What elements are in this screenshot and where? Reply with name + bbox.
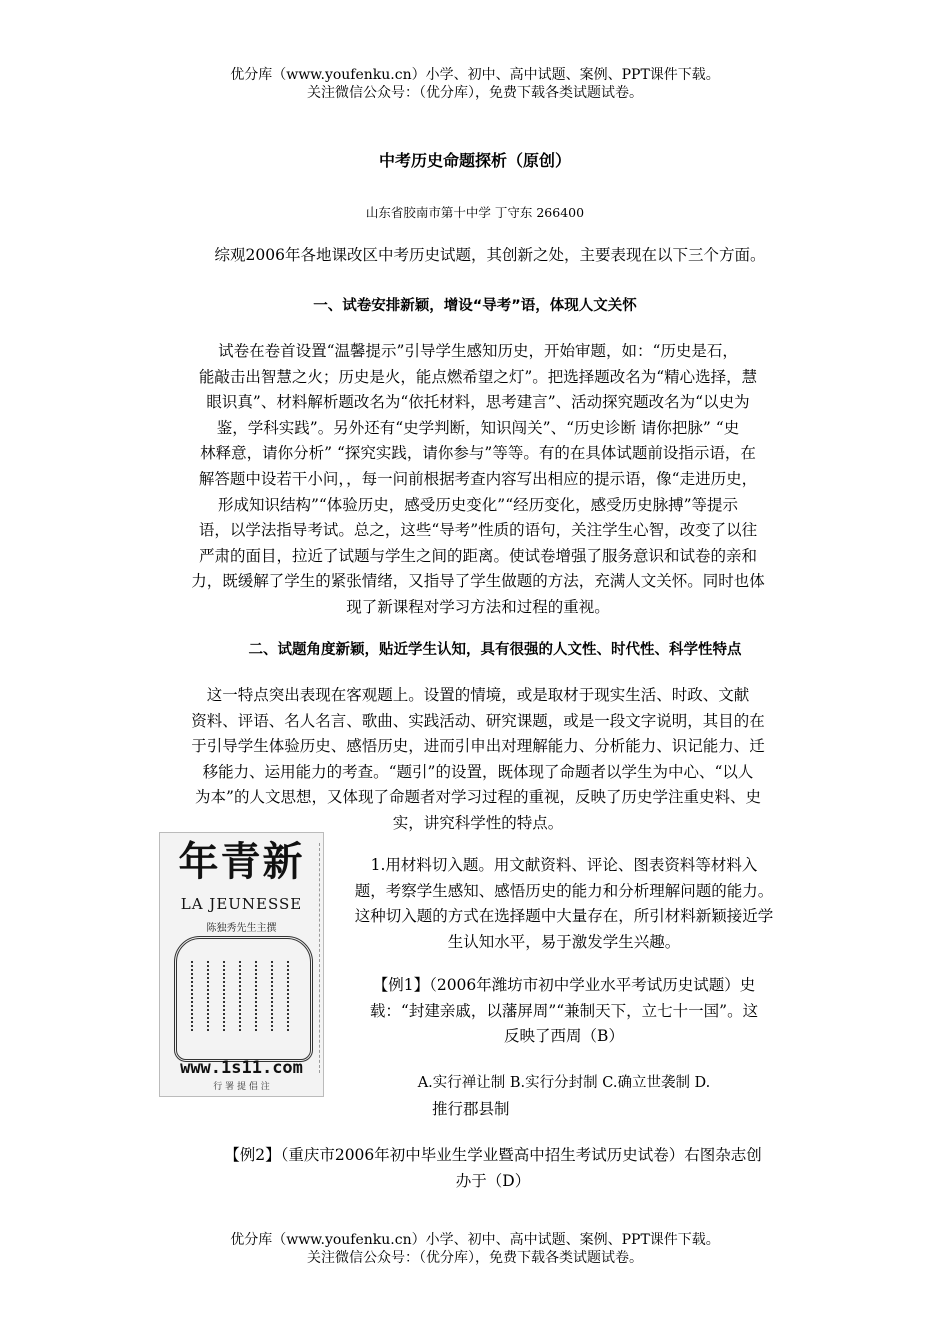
section-1-line: 试卷在卷首设置“温馨提示”引导学生感知历史，开始审题，如：“历史是石， xyxy=(218,342,738,360)
intro-paragraph: 综观2006年各地课改区中考历史试题，其创新之处，主要表现在以下三个方面。 xyxy=(214,246,766,264)
section-1-line: 现了新课程对学习方法和过程的重视。 xyxy=(346,597,610,616)
section-1-line: 语，以学法指导考试。总之，这些“导考”性质的语句，关注学生心智，改变了以往 xyxy=(198,521,758,540)
section-2-line: 实，讲究科学性的特点。 xyxy=(392,813,564,832)
example-1-body xyxy=(334,973,794,1050)
example-1-options-line: 推行郡县制 xyxy=(432,1099,510,1118)
section-1-line: 形成知识结构”“体验历史，感受历史变化”“经历变化，感受历史脉搏”等提示 xyxy=(217,495,739,514)
item-1-line: 这种切入题的方式在选择题中大量存在，所引材料新颖接近学 xyxy=(354,907,774,926)
cover-margin-text xyxy=(313,843,320,1073)
author-line: 山东省胶南市第十中学 丁守东 266400 xyxy=(365,205,585,220)
section-1-line: 林释意，请你分析” “探究实践，请你参与”等等。有的在具体试题前设指示语，在 xyxy=(200,444,756,463)
cover-caption: 行 署 提 倡 注 xyxy=(213,1082,270,1092)
item-1-line: 题，考察学生感知、感悟历史的能力和分析理解问题的能力。 xyxy=(354,881,774,900)
example-2-body xyxy=(190,1143,796,1194)
section-2-line: 于引导学生体验历史、感悟历史，进而引申出对理解能力、分析能力、识记能力、迁 xyxy=(191,737,765,756)
section-2-line: 为本”的人文思想，又体现了命题者对学习过程的重视，反映了历史学注重史料、史 xyxy=(195,788,761,807)
example-1-options-line: A.实行禅让制 B.实行分封制 C.确立世袭制 D. xyxy=(417,1075,711,1091)
item-1-line: 生认知水平，易于激发学生兴趣。 xyxy=(447,932,681,951)
footer-line-1: 优分库（www.youfenku.cn）小学、初中、高中试题、案例、PPT课件下载。 xyxy=(230,1232,720,1248)
section-2-line: 资料、评语、名人名言、歌曲、实践活动、研究课题，或是一段文字说明，其目的在 xyxy=(191,711,765,730)
example-1-line: 载：“封建亲戚，以藩屏周”“兼制天下，立七十一国”。这 xyxy=(369,1001,759,1020)
section-1-line: 严肃的面目，拉近了试题与学生之间的距离。使试卷增强了服务意识和试卷的亲和 xyxy=(198,546,757,565)
example-2-line: 【例2】（重庆市2006年初中毕业生学业暨高中招生考试历史试卷）右图杂志创 xyxy=(224,1146,762,1164)
section-1-line: 解答题中设若干小问，，每一问前根据考查内容写出相应的提示语，像“走进历史， xyxy=(198,469,758,488)
section-2-body xyxy=(163,683,793,837)
cover-subtitle: 陈独秀先生主撰 xyxy=(206,923,277,934)
header-line-1: 优分库（www.youfenku.cn）小学、初中、高中试题、案例、PPT课件下载。 xyxy=(230,67,720,83)
section-1-body xyxy=(163,339,793,621)
header-line-2: 关注微信公众号：（优分库），免费下载各类试题试卷。 xyxy=(307,85,643,101)
example-2-line: 办于（D） xyxy=(455,1171,531,1190)
section-2-line: 这一特点突出表现在客观题上。设置的情境，或是取材于现实生活、时政、文献 xyxy=(206,686,750,704)
section-1-line: 眼识真”、材料解析题改名为“依托材料，思考建言”、活动探究题改名为“以史为 xyxy=(206,393,750,412)
section-2-heading: 二、试题角度新颖，贴近学生认知，具有很强的人文性、时代性、科学性特点 xyxy=(248,642,742,658)
footer-line-2: 关注微信公众号：（优分库），免费下载各类试题试卷。 xyxy=(307,1250,643,1266)
cover-watermark-url: www.1s11.com xyxy=(180,1058,303,1078)
cover-ornamental-frame xyxy=(174,936,313,1062)
magazine-cover-image xyxy=(159,832,324,1097)
cover-masthead: 年青新 xyxy=(178,839,305,885)
example-1-options xyxy=(334,1071,794,1122)
example-1-line: 【例1】（2006年潍坊市初中学业水平考试历史试题）史 xyxy=(372,976,756,994)
section-1-line: 鉴，学科实践”。另外还有“史学判断，知识闯关”、“历史诊断 请你把脉” “史 xyxy=(216,418,740,437)
cover-title: LA JEUNESSE xyxy=(180,895,303,913)
section-2-line: 移能力、运用能力的考查。“题引”的设置，既体现了命题者以学生为中心、“以人 xyxy=(202,762,754,781)
section-1-line: 能敲击出智慧之火；历史是火，能点燃希望之灯”。把选择题改名为“精心选择，慧 xyxy=(198,367,758,386)
page-title: 中考历史命题探析（原创） xyxy=(378,151,571,170)
section-1-heading: 一、试卷安排新颖，增设“导考”语，体现人文关怀 xyxy=(313,298,637,314)
item-1-body xyxy=(334,853,794,955)
example-1-line: 反映了西周（B） xyxy=(504,1027,624,1046)
item-1-line: 1.用材料切入题。用文献资料、评论、图表资料等材料入 xyxy=(370,856,758,874)
section-1-line: 力，既缓解了学生的紧张情绪，又指导了学生做题的方法，充满人文关怀。同时也体 xyxy=(191,572,765,591)
